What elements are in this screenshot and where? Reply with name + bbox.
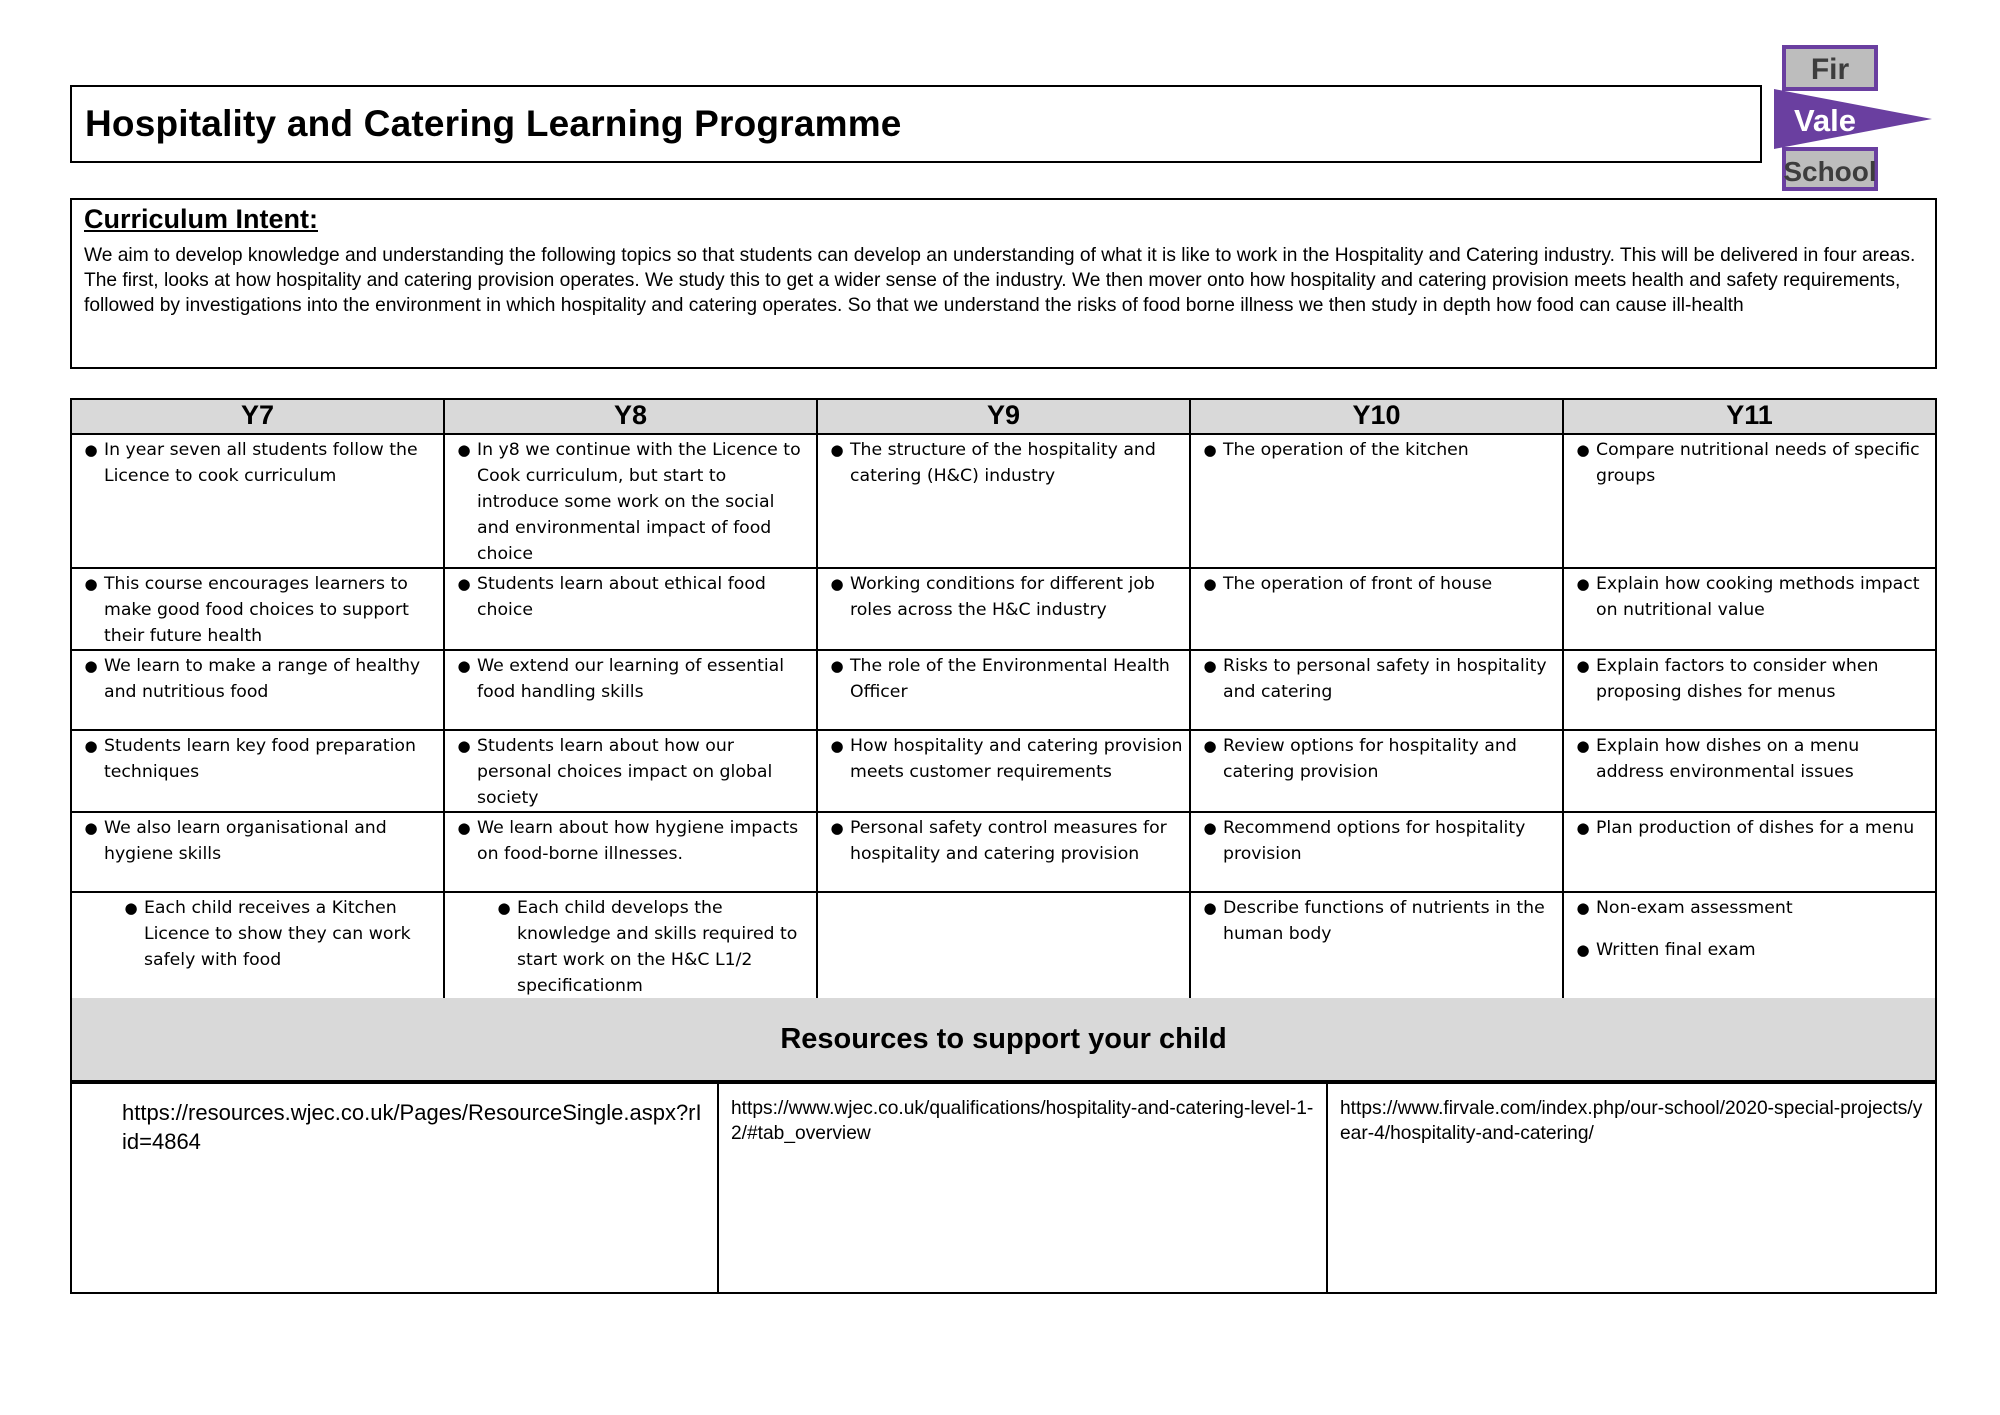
title-box: [70, 85, 1762, 163]
bullet-item: [1197, 895, 1556, 947]
bullet-item: [1570, 733, 1929, 785]
bullet-icon: ●: [1576, 657, 1590, 675]
bullet-text: Recommend options for hospitality provision: [1223, 818, 1526, 864]
bullet-icon: ●: [1576, 899, 1590, 917]
intent-text: We aim to develop knowledge and understanding the following topics so that students can develop an understanding of what it is like to work in the Hospitality and Catering industry. This will be delivered in four areas. The first, looks at how hospitality and catering provision operates. We study this to get a wider sense of the industry. We then mover onto how hospitality and catering provision meets health and safety requirements, followed by investigations into the environment in which hospitality and catering operates. So that we understand the risks of food borne illness we then study in depth how food can cause ill-health: [84, 245, 1916, 316]
resources-heading: Resources to support your child: [70, 998, 1937, 1082]
bullet-icon: ●: [830, 737, 844, 755]
intent-heading: Curriculum Intent:: [84, 204, 318, 234]
bullet-text: Students learn key food preparation techniques: [104, 736, 416, 782]
bullet-icon: ●: [84, 657, 98, 675]
bullet-icon: ●: [1576, 737, 1590, 755]
bullet-text: Compare nutritional needs of specific groups: [1596, 440, 1920, 486]
bullet-item: [1197, 437, 1556, 463]
curriculum-cell: [71, 892, 444, 1000]
bullet-item: [78, 815, 437, 867]
bullet-text: Students learn about how our personal choices impact on global society: [477, 736, 773, 808]
bullet-item: [451, 733, 810, 811]
bullet-text: In y8 we continue with the Licence to Cook curriculum, but start to introduce some work on the social and environmental impact of food choice: [477, 440, 801, 564]
resources-links: [70, 1082, 1937, 1294]
bullet-icon: ●: [84, 441, 98, 459]
bullet-text: Explain how dishes on a menu address environmental issues: [1596, 736, 1860, 782]
bullet-icon: ●: [830, 819, 844, 837]
bullet-text: In year seven all students follow the Licence to cook curriculum: [104, 440, 418, 486]
year-header-row: [71, 399, 1936, 434]
resource-link-firvale[interactable]: https://www.firvale.com/index.php/our-school/2020-special-projects/year-4/hospitality-and-catering/: [1340, 1098, 1923, 1144]
bullet-icon: ●: [1576, 441, 1590, 459]
bullet-item: [451, 895, 810, 999]
bullet-icon: ●: [457, 575, 471, 593]
bullet-item: [824, 653, 1183, 705]
bullet-item: [78, 895, 437, 973]
curriculum-cell: [1190, 568, 1563, 650]
bullet-text: We extend our learning of essential food handling skills: [477, 656, 785, 702]
bullet-icon: ●: [457, 441, 471, 459]
bullet-text: Review options for hospitality and catering provision: [1223, 736, 1517, 782]
curriculum-cell: [71, 568, 444, 650]
bullet-text: Explain how cooking methods impact on nutritional value: [1596, 574, 1920, 620]
bullet-text: Each child receives a Kitchen Licence to show they can work safely with food: [144, 898, 411, 970]
curriculum-cell: [1563, 650, 1936, 730]
curriculum-cell: [71, 812, 444, 892]
bullet-icon: ●: [457, 737, 471, 755]
curriculum-cell: [444, 892, 817, 1000]
resource-link-wjec-qualification[interactable]: https://www.wjec.co.uk/qualifications/hospitality-and-catering-level-1-2/#tab_overview: [731, 1098, 1314, 1144]
bullet-item: [824, 437, 1183, 489]
curriculum-cell: [817, 812, 1190, 892]
curriculum-row: [71, 568, 1936, 650]
year-header: Y9: [817, 399, 1190, 434]
page-title: Hospitality and Catering Learning Programme: [85, 103, 902, 144]
curriculum-row: [71, 730, 1936, 812]
curriculum-cell: [71, 650, 444, 730]
bullet-item: [1570, 437, 1929, 489]
bullet-icon: ●: [1576, 819, 1590, 837]
bullet-text: How hospitality and catering provision meets customer requirements: [850, 736, 1183, 782]
curriculum-cell: [1563, 568, 1936, 650]
bullet-text: Non-exam assessment: [1596, 898, 1793, 918]
bullet-item: [1197, 815, 1556, 867]
curriculum-intent: [70, 198, 1937, 369]
curriculum-row: [71, 812, 1936, 892]
curriculum-cell: [1563, 892, 1936, 1000]
bullet-item: [451, 653, 810, 705]
bullet-icon: ●: [830, 575, 844, 593]
curriculum-cell: [71, 730, 444, 812]
bullet-text: The operation of the kitchen: [1223, 440, 1469, 460]
bullet-text: We also learn organisational and hygiene skills: [104, 818, 387, 864]
curriculum-cell: [71, 434, 444, 568]
bullet-item: [78, 653, 437, 705]
bullet-item: [1197, 653, 1556, 705]
curriculum-cell: [1190, 650, 1563, 730]
bullet-text: The role of the Environmental Health Officer: [850, 656, 1170, 702]
bullet-item: [824, 733, 1183, 785]
bullet-text: Each child develops the knowledge and skills required to start work on the H&C L1/2 specificationm: [517, 898, 798, 996]
curriculum-row: [71, 434, 1936, 568]
year-header: Y8: [444, 399, 817, 434]
bullet-icon: ●: [457, 819, 471, 837]
curriculum-cell: [817, 568, 1190, 650]
bullet-item: [824, 815, 1183, 867]
bullet-item: [78, 437, 437, 489]
curriculum-cell: [444, 434, 817, 568]
bullet-text: Explain factors to consider when proposing dishes for menus: [1596, 656, 1879, 702]
bullet-item: [78, 733, 437, 785]
bullet-icon: ●: [124, 899, 138, 917]
bullet-item: [824, 571, 1183, 623]
curriculum-table: [70, 398, 1937, 1001]
bullet-item: [1570, 653, 1929, 705]
bullet-text: Describe functions of nutrients in the human body: [1223, 898, 1545, 944]
resource-cell: [1326, 1084, 1935, 1292]
resource-link-wjec-resources[interactable]: https://resources.wjec.co.uk/Pages/ResourceSingle.aspx?rIid=4864: [122, 1100, 702, 1154]
curriculum-cell: [1190, 812, 1563, 892]
bullet-text: Written final exam: [1596, 940, 1756, 960]
curriculum-cell: [1190, 730, 1563, 812]
bullet-text: The operation of front of house: [1223, 574, 1493, 594]
bullet-text: Risks to personal safety in hospitality and catering: [1223, 656, 1547, 702]
curriculum-row: [71, 892, 1936, 1000]
curriculum-cell: [444, 730, 817, 812]
bullet-icon: ●: [457, 657, 471, 675]
curriculum-cell: [1563, 812, 1936, 892]
bullet-item: [1570, 937, 1929, 963]
curriculum-row: [71, 650, 1936, 730]
bullet-icon: ●: [84, 737, 98, 755]
bullet-item: [451, 571, 810, 623]
bullet-text: Personal safety control measures for hospitality and catering provision: [850, 818, 1167, 864]
bullet-text: Students learn about ethical food choice: [477, 574, 766, 620]
curriculum-cell: [1563, 434, 1936, 568]
bullet-item: [1570, 815, 1929, 841]
bullet-icon: ●: [84, 819, 98, 837]
logo-text-school: School: [1783, 156, 1877, 187]
year-header: Y10: [1190, 399, 1563, 434]
bullet-icon: ●: [1203, 657, 1217, 675]
bullet-icon: ●: [830, 657, 844, 675]
bullet-text: We learn about how hygiene impacts on food-borne illnesses.: [477, 818, 799, 864]
resource-cell: [717, 1084, 1326, 1292]
year-header: Y7: [71, 399, 444, 434]
bullet-icon: ●: [84, 575, 98, 593]
bullet-icon: ●: [830, 441, 844, 459]
curriculum-cell: [1190, 892, 1563, 1000]
bullet-icon: ●: [1203, 575, 1217, 593]
bullet-text: Working conditions for different job roles across the H&C industry: [850, 574, 1155, 620]
bullet-icon: ●: [497, 899, 511, 917]
school-logo: [1770, 44, 1935, 192]
curriculum-cell: [817, 730, 1190, 812]
resource-cell: [72, 1084, 717, 1292]
bullet-icon: ●: [1203, 737, 1217, 755]
bullet-item: [451, 815, 810, 867]
bullet-item: [1570, 571, 1929, 623]
year-header: Y11: [1563, 399, 1936, 434]
curriculum-cell: [444, 568, 817, 650]
bullet-icon: ●: [1203, 441, 1217, 459]
bullet-icon: ●: [1203, 819, 1217, 837]
bullet-icon: ●: [1576, 941, 1590, 959]
bullet-item: [1197, 571, 1556, 597]
bullet-item: [1197, 733, 1556, 785]
logo-text-fir: Fir: [1810, 53, 1850, 86]
bullet-text: The structure of the hospitality and catering (H&C) industry: [850, 440, 1156, 486]
curriculum-cell: [817, 434, 1190, 568]
bullet-text: We learn to make a range of healthy and nutritious food: [104, 656, 421, 702]
bullet-item: [451, 437, 810, 567]
bullet-item: [78, 571, 437, 649]
logo-text-vale: Vale: [1793, 103, 1857, 138]
curriculum-cell: [1190, 434, 1563, 568]
curriculum-cell: [817, 650, 1190, 730]
curriculum-cell: [444, 650, 817, 730]
curriculum-cell: [1563, 730, 1936, 812]
curriculum-cell: [444, 812, 817, 892]
bullet-item: [1570, 895, 1929, 921]
bullet-icon: ●: [1203, 899, 1217, 917]
bullet-icon: ●: [1576, 575, 1590, 593]
curriculum-cell: [817, 892, 1190, 1000]
bullet-text: This course encourages learners to make good food choices to support their future health: [104, 574, 409, 646]
bullet-text: Plan production of dishes for a menu: [1596, 818, 1915, 838]
